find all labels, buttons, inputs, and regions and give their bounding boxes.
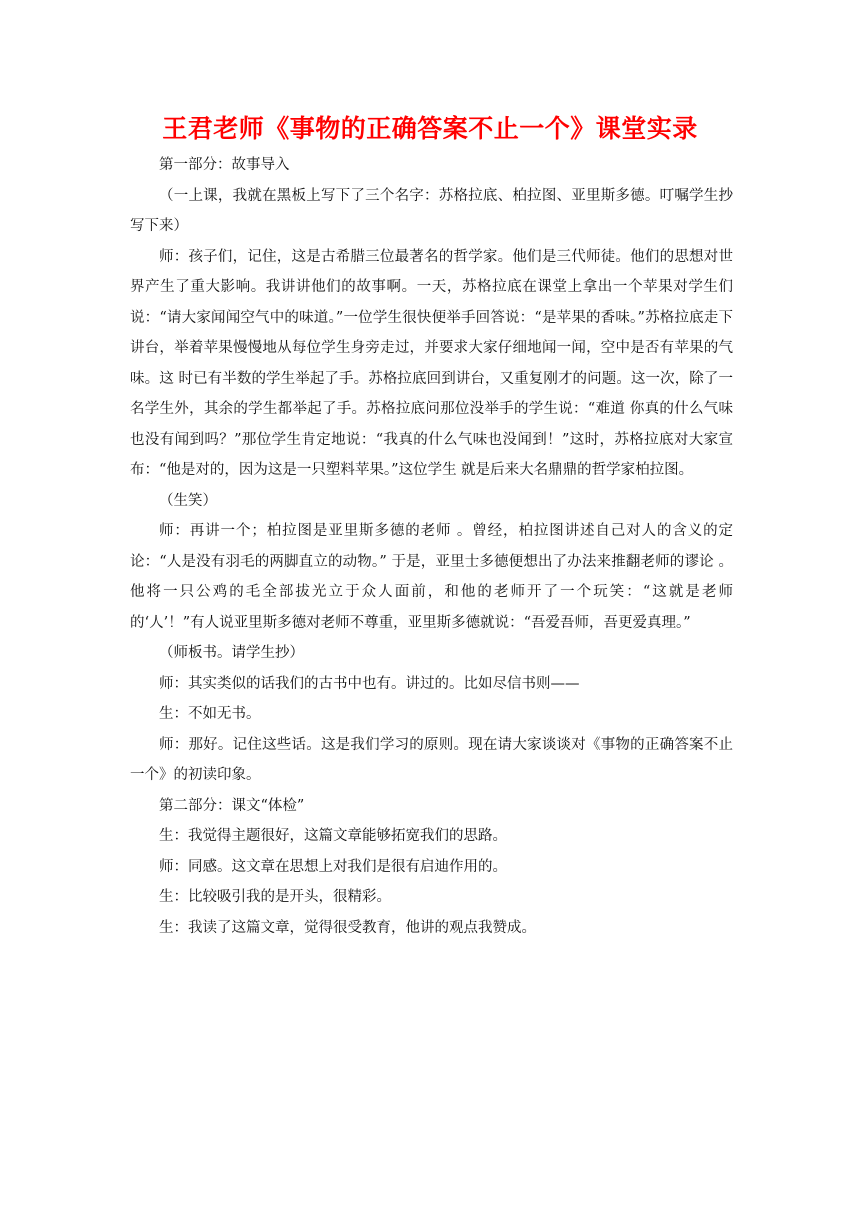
paragraph-stage-direction: （一上课，我就在黑板上写下了三个名字：苏格拉底、柏拉图、亚里斯多德。叮嘱学生抄写下来） bbox=[130, 187, 733, 234]
paragraph-aristotle-story: 师：再讲一个；柏拉图是亚里斯多德的老师 。曾经，柏拉图讲述自己对人的含义的定论：“人是没有羽毛的两脚直立的动物。” 于是，亚里士多德便想出了办法来推翻老师的谬论 。他将一只公鸡的毛全部拔光立于众人面前，和他的老师开了一个玩笑：“这就是老师的‘人’！”有人说亚里斯多德对老师不尊重，亚里斯多德就说：“吾爱吾师，吾更爱真理。” bbox=[130, 523, 733, 631]
section-heading-story-intro: 第一部分：故事导入 bbox=[159, 157, 290, 173]
paragraph-teacher-ancient-books: 师：其实类似的话我们的古书中也有。讲过的。比如尽信书则—— bbox=[159, 675, 580, 692]
paragraph-teacher-first-impression: 师：那好。记住这些话。这是我们学习的原则。现在请大家谈谈对《事物的正确答案不止一个》的初读印象。 bbox=[130, 736, 733, 783]
paragraph-students-laugh: （生笑） bbox=[159, 492, 217, 509]
document-body bbox=[130, 150, 733, 943]
paragraph-student-educated: 生：我读了这篇文章，觉得很受教育，他讲的观点我赞成。 bbox=[159, 919, 536, 936]
paragraph-student-theme: 生：我觉得主题很好，这篇文章能够拓宽我们的思路。 bbox=[159, 828, 507, 844]
section-heading-text-check: 第二部分：课文“体检” bbox=[159, 797, 305, 814]
paragraph-student-reply: 生：不如无书。 bbox=[159, 706, 261, 722]
paragraph-teacher-agree: 师：同感。这文章在思想上对我们是很有启迪作用的。 bbox=[159, 858, 507, 875]
paragraph-socrates-story: 师：孩子们，记住，这是古希腊三位最著名的哲学家。他们是三代师徒。他们的思想对世界产生了重大影响。我讲讲他们的故事啊。一天，苏格拉底在课堂上拿出一个苹果对学生们说：“请大家闻闻空气中的味道。”一位学生很快便举手回答说：“是苹果的香味。”苏格拉底走下讲台，举着苹果慢慢地从每位学生身旁走过，并要求大家仔细地闻一闻，空中是否有苹果的气味。这 时已有半数的学生举起了手。苏格拉底回到讲台，又重复刚才的问题。这一次，除了一名学生外，其余的学生都举起了手。苏格拉底问那位没举手的学生说：“难道 你真的什么气味也没有闻到吗？”那位学生肯定地说：“我真的什么气味也没闻到！”这时，苏格拉底对大家宣布：“他是对的，因为这是一只塑料苹果。”这位学生 就是后来大名鼎鼎的哲学家柏拉图。 bbox=[130, 248, 733, 478]
paragraph-blackboard-note: （师板书。请学生抄） bbox=[159, 645, 304, 661]
paragraph-student-opening: 生：比较吸引我的是开头，很精彩。 bbox=[159, 889, 391, 905]
document-title: 王君老师《事物的正确答案不止一个》课堂实录 bbox=[162, 114, 698, 143]
